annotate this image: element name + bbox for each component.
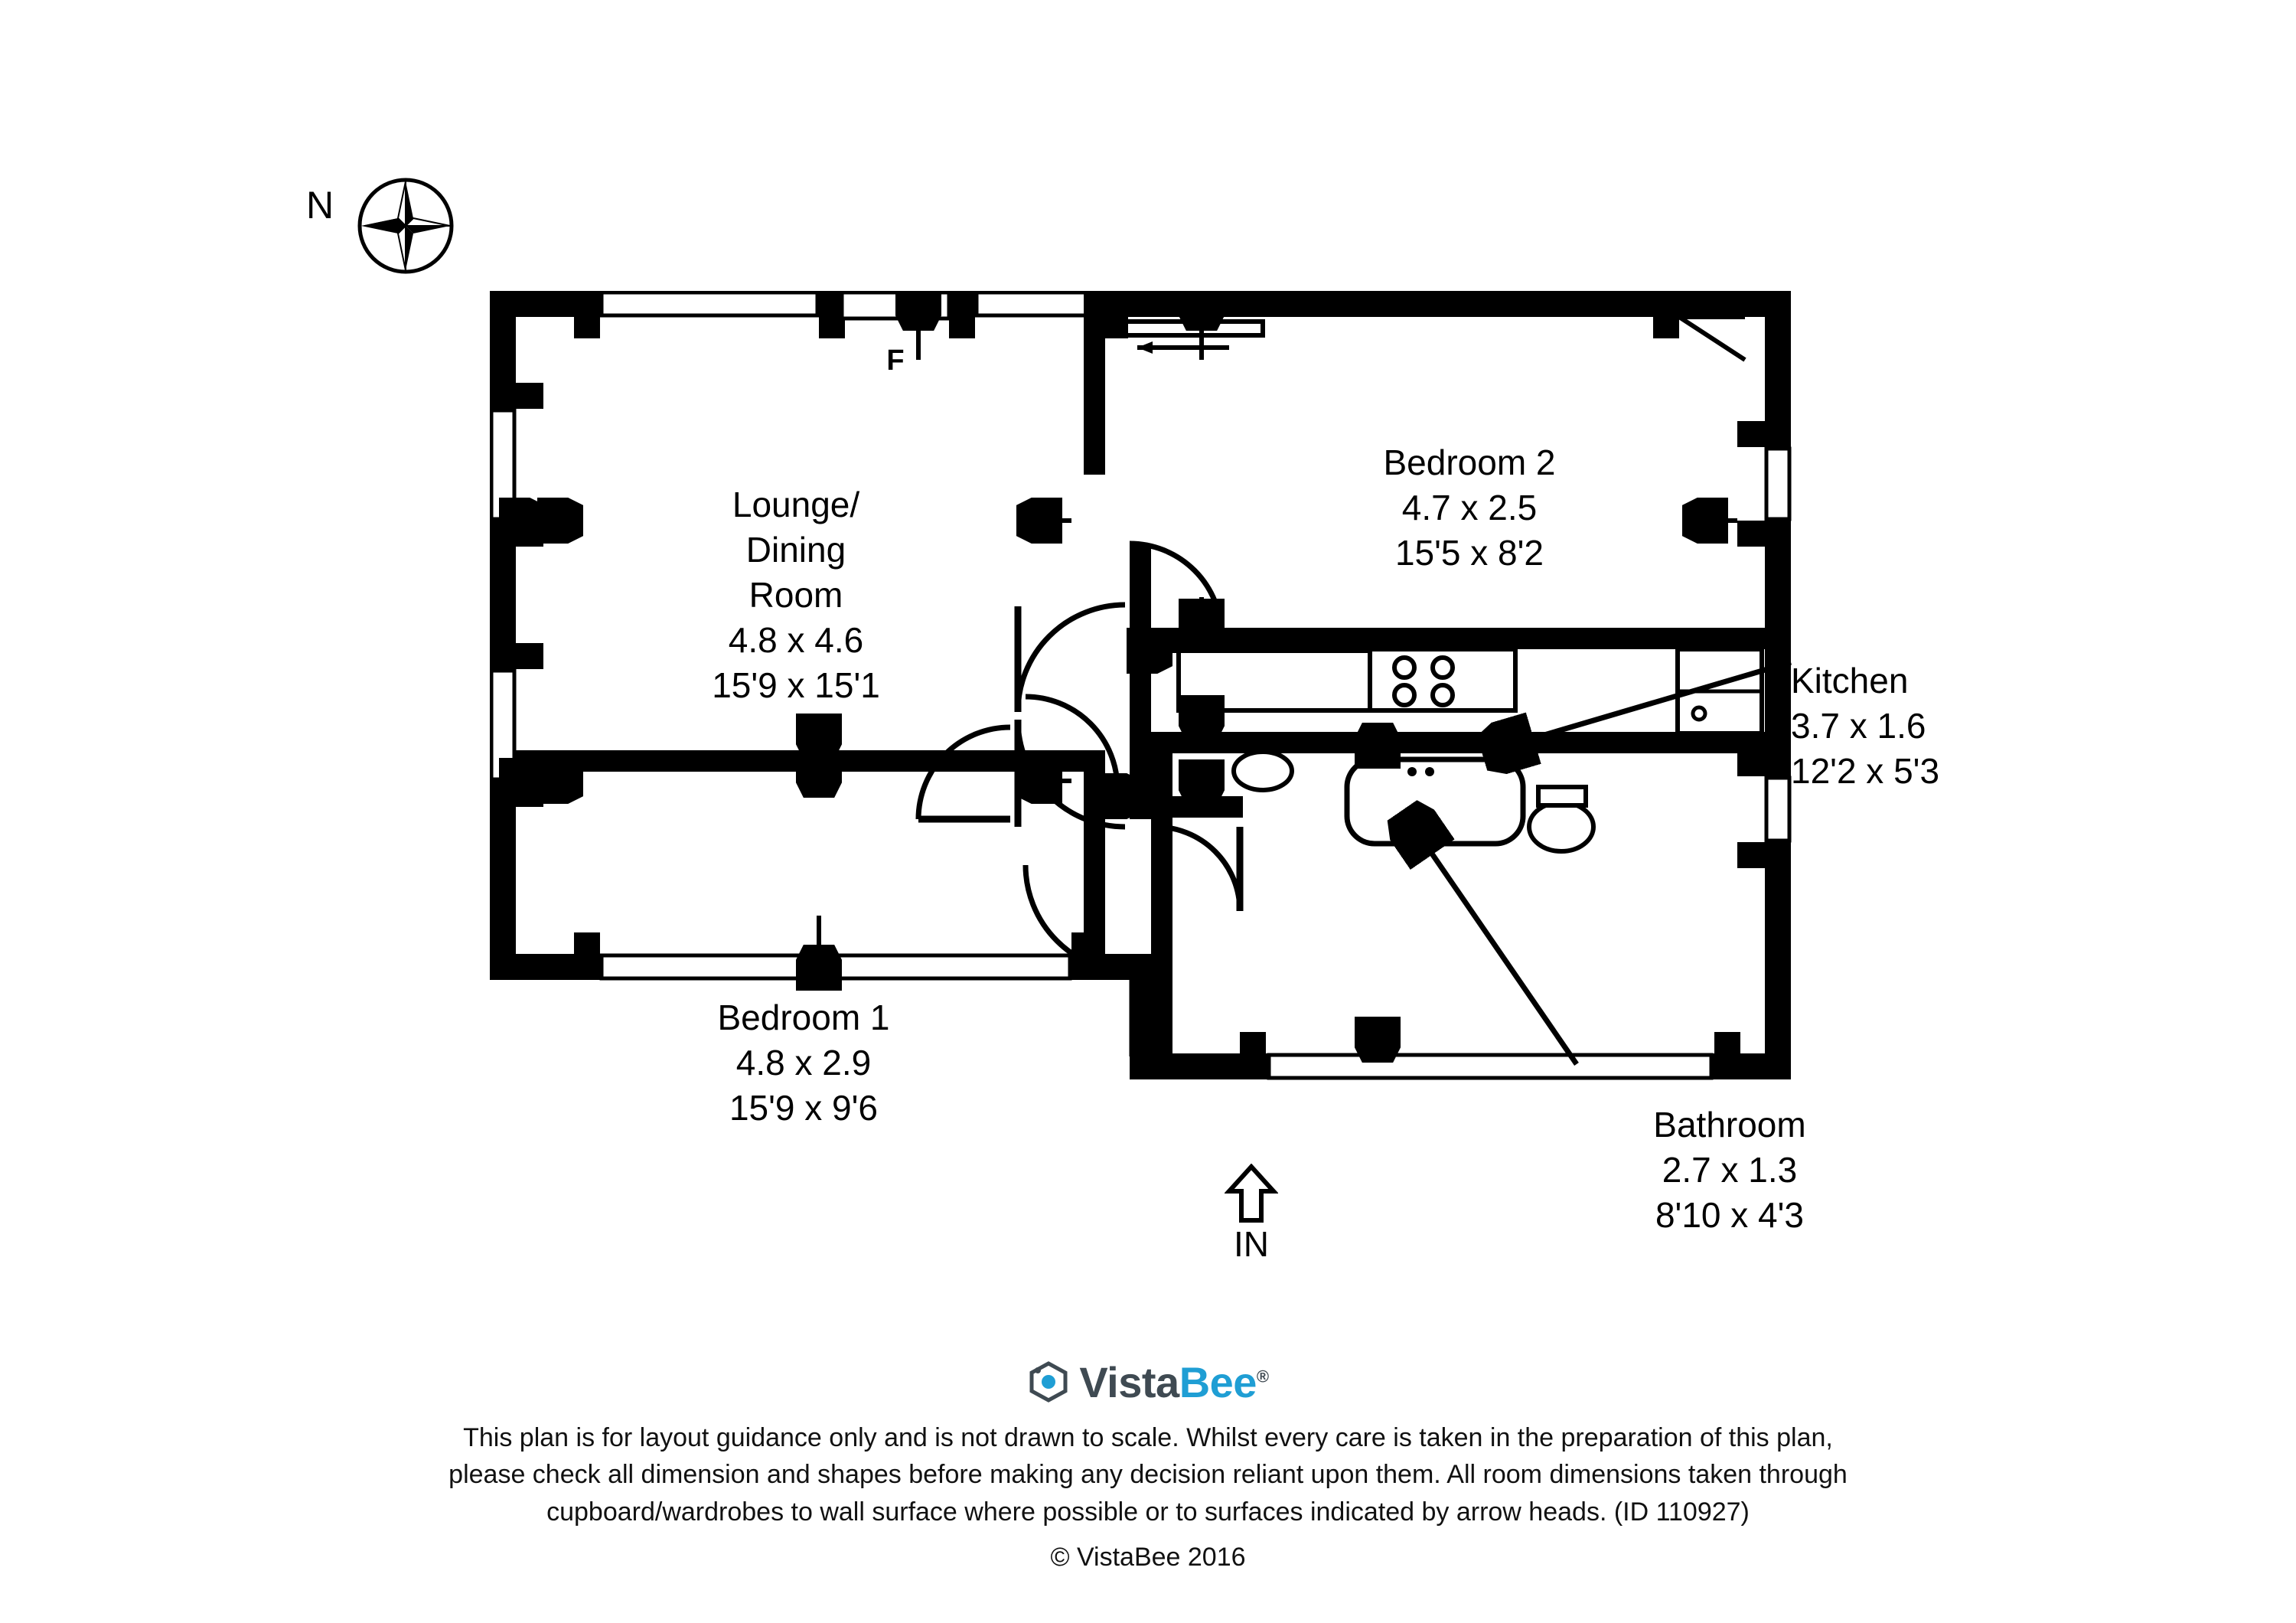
brand-wordmark xyxy=(1079,1357,1268,1407)
room-imperial: 12'2 x 5'3 xyxy=(1791,750,1940,791)
room-name-line: Lounge/ xyxy=(732,485,860,524)
footer xyxy=(0,1355,2296,1572)
room-name-line: Bedroom 2 xyxy=(1383,442,1556,482)
room-name-line: Bedroom 1 xyxy=(717,998,890,1037)
compass-rose-icon xyxy=(352,172,459,279)
bathroom-bath xyxy=(1347,759,1523,844)
room-label-kitchen xyxy=(1791,658,2219,794)
bathroom-fittings xyxy=(1234,752,1593,851)
room-imperial: 15'9 x 15'1 xyxy=(712,665,880,705)
room-label-bedroom-1 xyxy=(635,995,972,1131)
disclaimer-line: please check all dimension and shapes before making any decision reliant upon them. All room dimensions taken through xyxy=(448,1460,1848,1490)
window-bedroom1-bottom xyxy=(602,955,1070,978)
room-metric: 4.7 x 2.5 xyxy=(1401,487,1538,527)
bathroom-toilet xyxy=(1529,802,1593,851)
room-label-bathroom xyxy=(1531,1102,1929,1238)
room-imperial: 15'9 x 9'6 xyxy=(729,1087,879,1128)
kitchen-fittings xyxy=(1179,649,1762,733)
room-metric: 2.7 x 1.3 xyxy=(1662,1149,1798,1190)
window-bedroom2-right xyxy=(1766,449,1789,519)
bathroom-basin xyxy=(1234,752,1292,790)
window-bathroom-bottom xyxy=(1269,1055,1711,1078)
room-label-lounge xyxy=(612,482,980,707)
door-hall-left xyxy=(1018,720,1125,827)
brand-word-two: Bee xyxy=(1179,1357,1257,1406)
fireplace-label: F xyxy=(886,345,905,377)
room-name-line: Kitchen xyxy=(1791,661,1909,700)
entrance-marker xyxy=(1198,1164,1305,1265)
window-bedroom1-left xyxy=(491,671,514,779)
room-label-bedroom-2 xyxy=(1301,440,1638,576)
entrance-label: IN xyxy=(1234,1224,1269,1264)
brand xyxy=(0,1355,2296,1409)
disclaimer-text xyxy=(0,1419,2296,1530)
brand-registered-mark: ® xyxy=(1256,1366,1269,1386)
window-lounge-top xyxy=(602,292,817,315)
leader-bathroom xyxy=(1408,819,1577,1064)
compass-north-label: N xyxy=(306,184,334,227)
room-imperial: 15'5 x 8'2 xyxy=(1394,532,1544,573)
vistabee-hex-logo-icon xyxy=(1027,1360,1070,1403)
room-name-line: Room xyxy=(748,574,843,615)
room-name-line: Bathroom xyxy=(1653,1105,1806,1145)
disclaimer-line: cupboard/wardrobes to wall surface where possible or to surfaces indicated by arrow heads. (ID 110927) xyxy=(546,1497,1750,1527)
room-imperial: 8'10 x 4'3 xyxy=(1655,1194,1805,1235)
door-bedroom1 xyxy=(918,727,1010,819)
fireplace-recess xyxy=(842,292,949,318)
window-lounge-left xyxy=(491,410,514,519)
window-lounge-top-2 xyxy=(977,292,1101,315)
up-arrow-icon xyxy=(1225,1164,1278,1223)
room-metric: 4.8 x 2.9 xyxy=(735,1042,872,1083)
room-metric: 4.8 x 4.6 xyxy=(728,619,864,660)
copyright-text: © VistaBee 2016 xyxy=(1050,1542,1246,1572)
brand-word-one: Vista xyxy=(1079,1357,1179,1406)
sliding-window-detail xyxy=(1125,322,1263,354)
room-name-line: Dining xyxy=(745,529,846,570)
window-bathroom-right xyxy=(1766,778,1789,841)
room-metric: 3.7 x 1.6 xyxy=(1791,705,1926,746)
disclaimer-line: This plan is for layout guidance only and is not drawn to scale. Whilst every care is taken in the preparation of this plan, xyxy=(463,1423,1833,1452)
compass xyxy=(306,172,475,310)
kitchen-window-detail xyxy=(1679,317,1745,360)
